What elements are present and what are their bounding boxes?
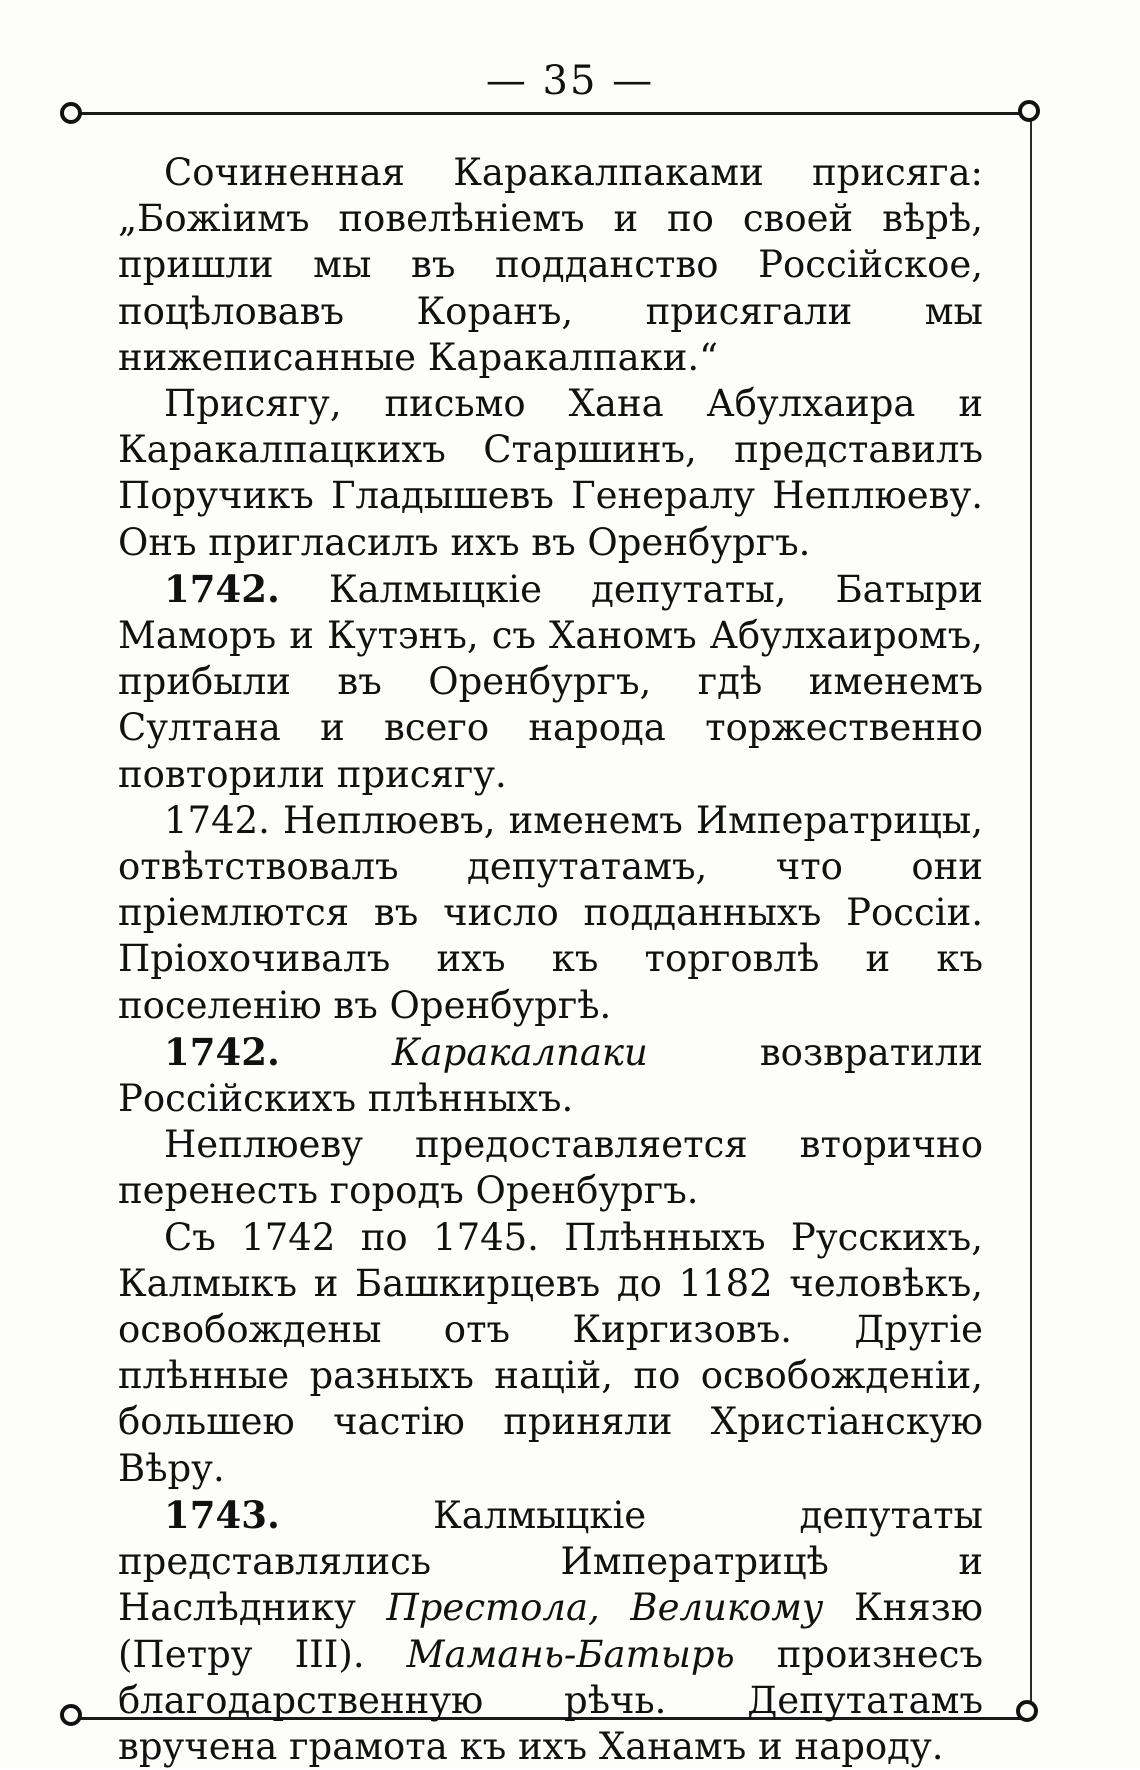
paragraph [118,150,983,381]
italic-text: Мамань-Батырь [406,1632,735,1676]
italic-text: Престола, Великому [386,1586,824,1630]
italic-text: Каракалпаки [391,1030,648,1074]
paragraph-text: Присягу, письмо Хана Абулхаира и Каракалпацкихъ Старшинъ, представилъ Поручикъ Гладышевъ Генералу Неплюеву. Онъ пригласилъ ихъ въ Оренбургъ. [118,382,983,564]
paragraph-text [280,1031,392,1074]
year-label: 1742. [164,566,280,611]
paragraph-text: Калмыцкіе депутаты, Батыри Маморъ и Кутэнъ, съ Ханомъ Абулхаиромъ, прибыли въ Оренбургъ, гдѣ именемъ Султана и всего народа торжественно повторили присягу. [118,567,983,796]
paragraph-text: произнесъ благодарственную рѣчь. Депутатамъ вручена грамота къ ихъ Ханамъ и народу. [118,1632,984,1768]
paragraph [118,566,983,798]
corner-ornament-icon [1018,100,1040,122]
corner-ornament-icon [1016,1700,1038,1722]
paragraph [118,1122,983,1214]
body-text [118,150,983,1770]
corner-ornament-icon [60,1704,82,1726]
paragraph-text: возвратили Россійскихъ плѣнныхъ. [118,1030,983,1121]
paragraph-text: Калмыцкіе депутаты представлялись Императрицѣ и Наслѣднику [118,1493,983,1630]
paragraph [118,1215,983,1492]
year-label: 1743. [164,1492,280,1537]
paragraph-text: 1742. Неплюевъ, именемъ Императрицы, отвѣтствовалъ депутатамъ, что они пріемлются въ число подданныхъ Россіи. Пріохочивалъ ихъ къ торговлѣ и къ поселенію въ Оренбургѣ. [118,798,983,1027]
paragraph [118,1029,983,1122]
paragraph-text: Князю (Петру III). [118,1586,984,1676]
paragraph [118,1492,983,1770]
corner-ornament-icon [60,102,82,124]
year-label: 1742. [164,1029,280,1074]
paragraph-text: Съ 1742 по 1745. Плѣнныхъ Русскихъ, Калмыкъ и Башкирцевъ до 1182 человѣкъ, освобождены отъ Киргизовъ. Другіе плѣнные разныхъ націй, по освобожденіи, большею частію приняли Христіанскую Вѣру. [118,1215,983,1490]
paragraph-text: Сочиненная Каракалпаками присяга: „Божіимъ повелѣніемъ и по своей вѣрѣ, пришли мы въ подданство Россійское, поцѣловавъ Коранъ, присягали мы нижеписанные Каракалпаки.“ [118,151,983,379]
paragraph [118,381,983,566]
paragraph [118,798,983,1029]
paragraph-text: Неплюеву предоставляется вторично перенесть городъ Оренбургъ. [118,1123,983,1213]
page-number: — 35 — [485,58,655,104]
